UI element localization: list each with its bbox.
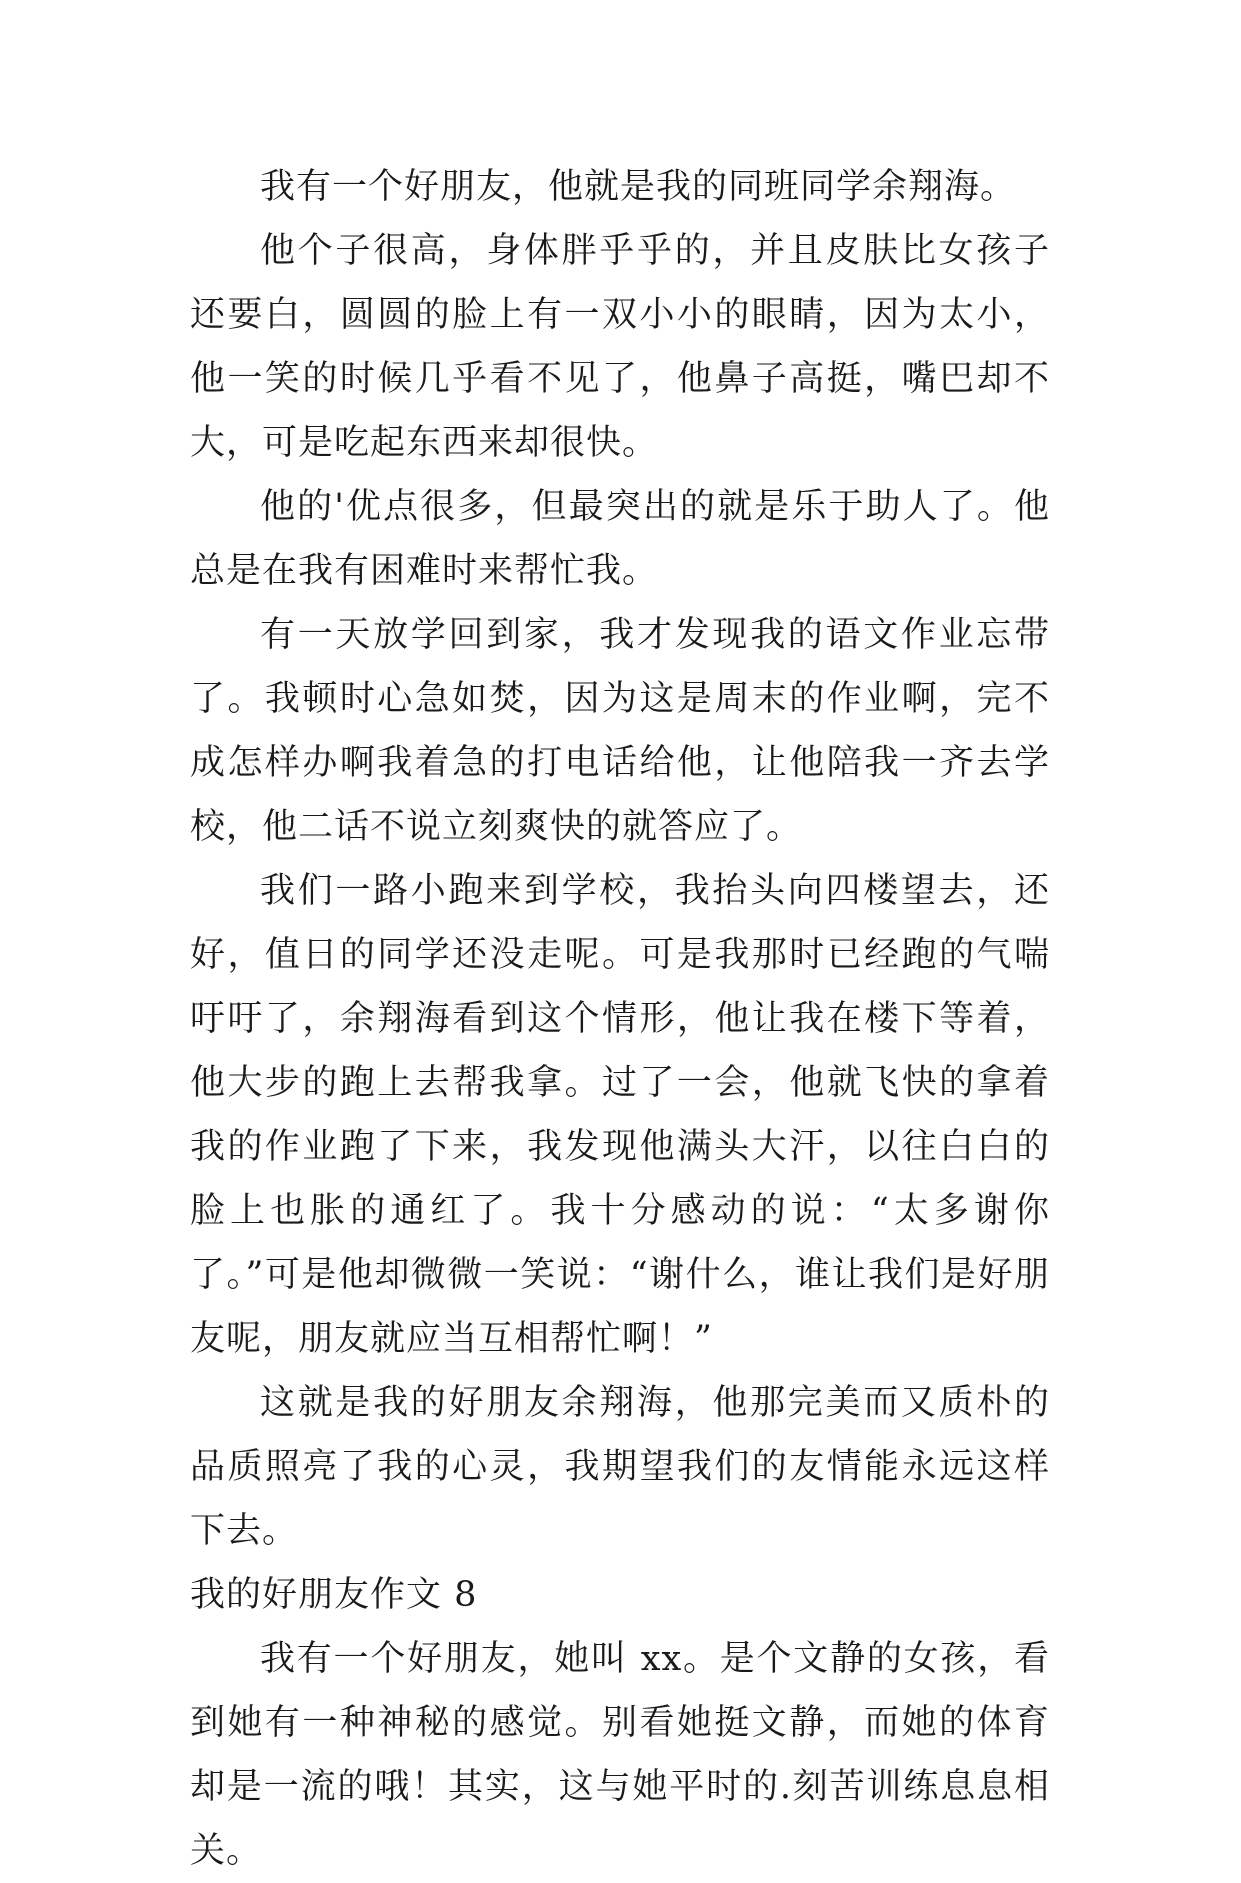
- paragraph: 有一天放学回到家，我才发现我的语文作业忘带了。我顿时心急如焚，因为这是周末的作业啊，完不成怎样办啊我着急的打电话给他，让他陪我一齐去学校，他二话不说立刻爽快的就答应了。: [190, 615, 1050, 847]
- paragraph: 我们一路小跑来到学校，我抬头向四楼望去，还好，值日的同学还没走呢。可是我那时已经跑的气喘吁吁了，余翔海看到这个情形，他让我在楼下等着，他大步的跑上去帮我拿。过了一会，他就飞快的拿着我的作业跑了下来，我发现他满头大汗，以往白白的脸上也胀的通红了。我十分感动的说：“太多谢你了。”可是他却微微一笑说：“谢什么，谁让我们是好朋友呢，朋友就应当互相帮忙啊！”: [190, 871, 1050, 1359]
- paragraph: 他个子很高，身体胖乎乎的，并且皮肤比女孩子还要白，圆圆的脸上有一双小小的眼睛，因为太小，他一笑的时候几乎看不见了，他鼻子高挺，嘴巴却不大，可是吃起东西来却很快。: [190, 231, 1050, 463]
- section-heading: 我的好朋友作文 8: [190, 1575, 478, 1615]
- paragraph: 我有一个好朋友，她叫 xx。是个文静的女孩，看到她有一种神秘的感觉。别看她挺文静，而她的体育却是一流的哦！其实，这与她平时的.刻苦训练息息相关。: [190, 1639, 1050, 1871]
- paragraph: 他的'优点很多，但最突出的就是乐于助人了。他总是在我有困难时来帮忙我。: [190, 487, 1050, 591]
- paragraph: 我有一个好朋友，他就是我的同班同学余翔海。: [260, 167, 1017, 207]
- document-body: [190, 155, 1050, 1883]
- paragraph: 这就是我的好朋友余翔海，他那完美而又质朴的品质照亮了我的心灵，我期望我们的友情能永远这样下去。: [190, 1383, 1050, 1551]
